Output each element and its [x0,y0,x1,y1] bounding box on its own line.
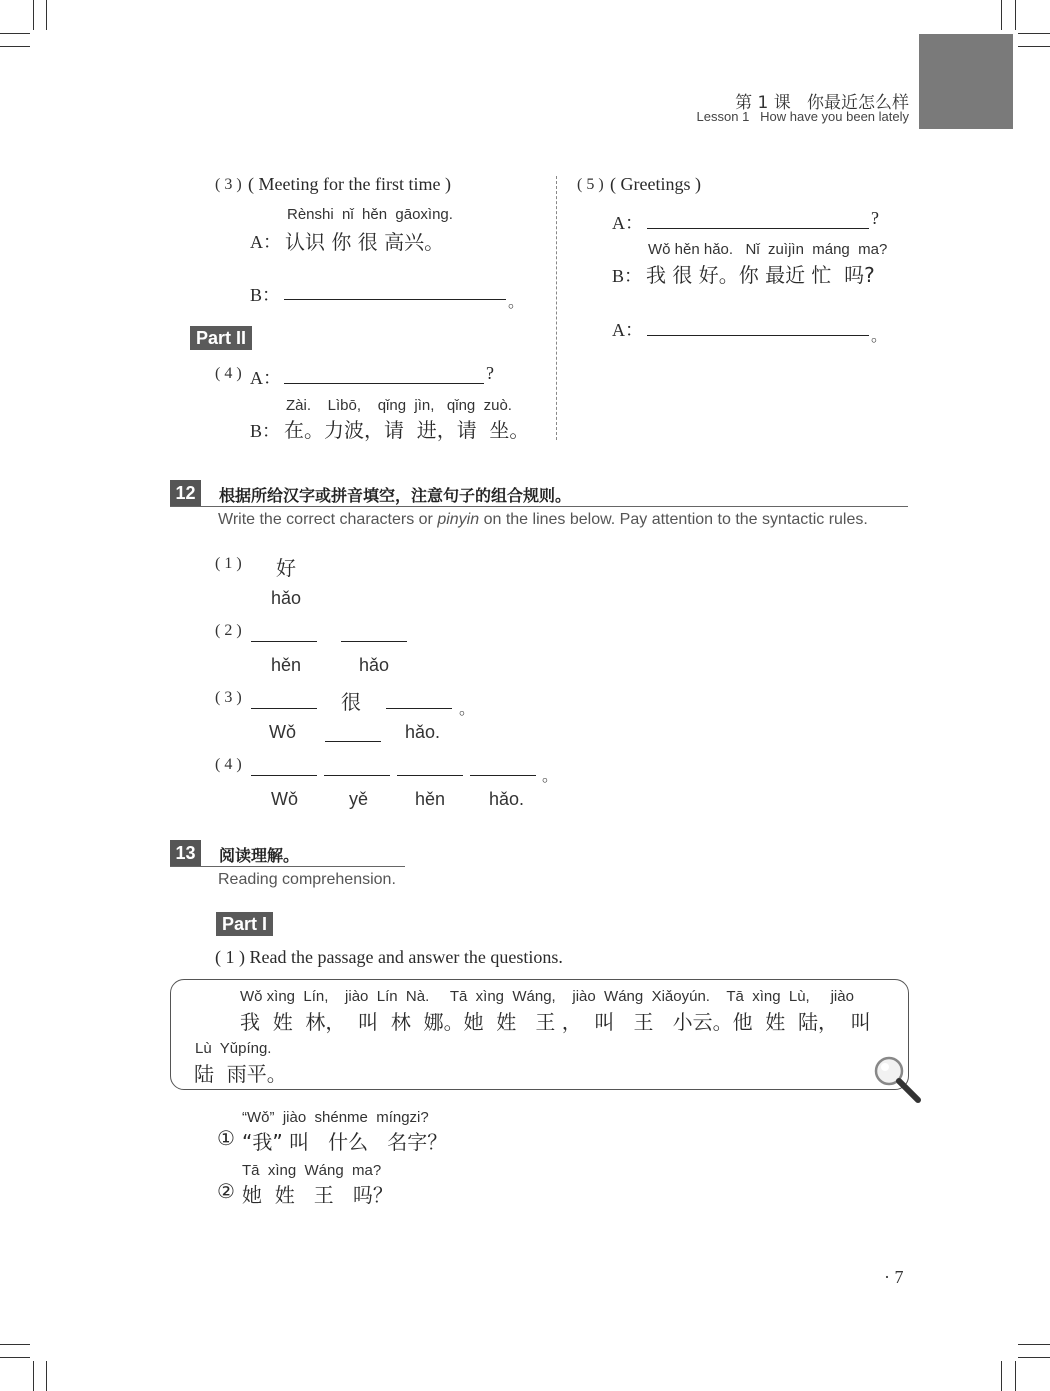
crop-mark [1018,1357,1050,1358]
crop-mark [1018,33,1050,34]
chinese-line: 我 很 好。你 最近 忙 吗? [646,263,875,287]
given-pinyin: yě [349,789,369,809]
crop-mark [1015,0,1016,30]
answer-blank[interactable] [386,708,452,709]
given-pinyin: hǎo. [405,722,441,742]
given-pinyin: Wǒ [269,722,296,742]
answer-blank[interactable] [251,641,317,642]
part-label: Part I [216,912,273,936]
given-pinyin: hěn [415,789,446,809]
answer-blank[interactable] [284,383,484,384]
answer-blank[interactable] [324,775,390,776]
magnifier-icon [872,1054,924,1106]
given-pinyin: hǎo [359,655,390,675]
sentence-end: ? [871,208,879,228]
answer-blank[interactable] [647,228,869,229]
lesson-title-zh: 第 1 课 你最近怎么样 [735,93,909,113]
instruction-text: Write the correct characters or [218,511,438,528]
given-pinyin: hǎo [271,588,302,608]
answer-blank[interactable] [647,335,869,336]
speaker-a-label: A： [250,232,281,252]
answer-blank[interactable] [251,708,317,709]
exercise-instructions [218,511,868,529]
answer-blank[interactable] [470,775,536,776]
item-number: ( 1 ) [215,555,242,572]
speaker-b-label: B： [250,421,281,441]
item-label: ( Greetings ) [610,174,701,194]
question-pinyin: Tā xìng Wáng ma? [242,1162,382,1179]
exercise-instructions: Reading comprehension. [218,871,396,888]
speaker-b-label: B： [612,266,643,286]
crop-mark [1015,1361,1016,1391]
pinyin-line: Rènshi nǐ hěn gāoxìng. [287,206,453,223]
instruction-text: on the lines below. Pay attention to the syntactic rules. [479,511,868,528]
crop-mark [1018,1344,1050,1345]
answer-blank[interactable] [284,299,506,300]
sentence-end: ? [486,363,494,383]
part-label: Part II [190,326,252,350]
passage-chinese-line: 陆 雨平。 [194,1062,287,1086]
question-text: “我” 叫 什么 名字？ [242,1130,448,1154]
pinyin-line: Zài. Lìbō, qǐng jìn, qǐng zuò. [286,397,512,414]
sentence-end: 。 [542,768,559,785]
exercise-number: 13 [170,840,201,867]
given-character: 好 [276,556,296,580]
pinyin-line: Wǒ hěn hǎo. Nǐ zuìjìn máng ma? [648,241,888,258]
chinese-line: 在。力波，请 进，请 坐。 [284,418,530,442]
answer-blank[interactable] [251,775,317,776]
crop-mark [33,0,34,30]
item-instruction: ( 1 ) Read the passage and answer the questions. [215,947,563,967]
chinese-line: 认识 你 很 高兴。 [285,230,445,254]
item-number: ( 3 ) [215,689,242,706]
exercise-title-zh: 根据所给汉字或拼音填空，注意句子的组合规则。 [219,486,572,505]
item-number: ( 4 ) [215,365,242,382]
answer-blank[interactable] [325,741,381,742]
crop-mark [0,33,30,34]
column-divider [556,176,557,440]
exercise-title-rule [170,866,405,867]
sentence-end: 。 [871,328,888,345]
instruction-emphasis: pinyin [437,511,480,528]
question-marker: ① [217,1126,235,1150]
crop-mark [0,46,30,47]
crop-mark [1018,46,1050,47]
exercise-number: 12 [170,480,201,507]
item-number: ( 4 ) [215,756,242,773]
sentence-end: 。 [459,701,476,718]
question-text: 她 姓 王 吗？ [242,1183,393,1207]
crop-mark [1001,0,1002,30]
exercise-title-zh: 阅读理解。 [219,846,300,865]
crop-mark [0,1344,30,1345]
lesson-title-en: Lesson 1 How have you been lately [696,109,909,124]
page-number: · 7 [884,1267,904,1287]
crop-mark [46,1361,47,1391]
crop-mark [0,1357,30,1358]
passage-pinyin-line: Lù Yǔpíng. [195,1040,272,1057]
speaker-a-label: A： [612,320,643,340]
question-marker: ② [217,1179,235,1203]
question-pinyin: “Wǒ” jiào shénme míngzi? [242,1109,429,1126]
passage-chinese-line: 我 姓 林， 叫 林 娜。她 姓 王 ， 叫 王 小云。他 姓 陆， 叫 [240,1010,871,1034]
item-number: ( 5 ) [577,176,604,193]
crop-mark [1001,1361,1002,1391]
speaker-b-label: B： [250,285,281,305]
given-pinyin: hǎo. [489,789,525,809]
sentence-end: 。 [508,294,525,311]
item-number: ( 3 ) [215,176,242,193]
speaker-a-label: A： [250,368,281,388]
given-character: 很 [341,690,361,714]
item-label: ( Meeting for the first time ) [248,174,451,194]
crop-mark [33,1361,34,1391]
passage-pinyin-line: Wǒ xìng Lín, jiào Lín Nà. Tā xìng Wáng, jiào Wáng Xiǎoyún. Tā xìng Lù, jiào [240,988,854,1005]
answer-blank[interactable] [397,775,463,776]
item-number: ( 2 ) [215,622,242,639]
exercise-title-rule [170,506,908,507]
given-pinyin: Wǒ [271,789,298,809]
header-gray-block [919,34,1013,129]
given-pinyin: hěn [271,655,302,675]
speaker-a-label: A： [612,213,643,233]
crop-mark [46,0,47,30]
answer-blank[interactable] [341,641,407,642]
